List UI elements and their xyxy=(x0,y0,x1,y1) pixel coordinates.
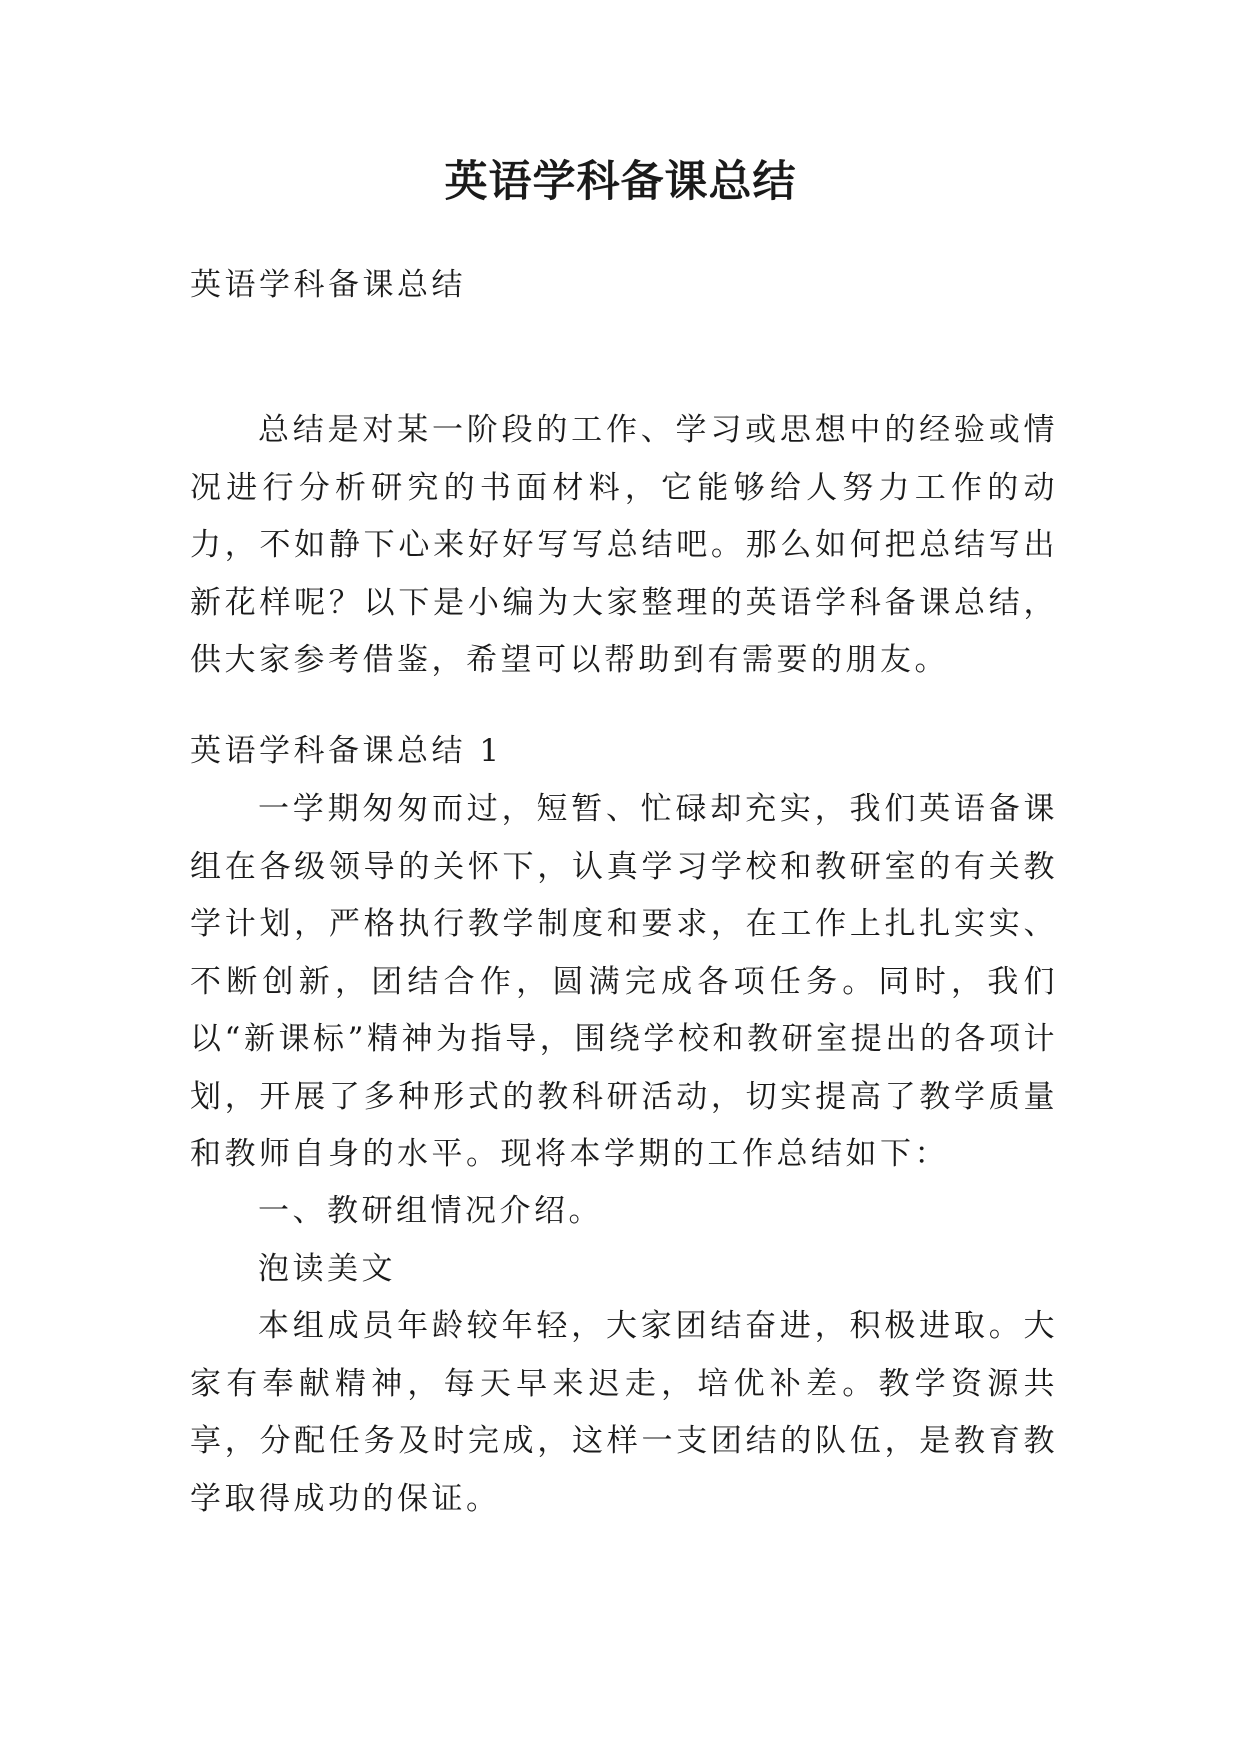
section-heading: 英语学科备课总结 1 xyxy=(190,733,503,769)
section-paragraph: 一学期匆匆而过，短暂、忙碌却充实，我们英语备课组在各级领导的关怀下，认真学习学校和教研室的有关教学计划，严格执行教学制度和要求，在工作上扎扎实实、不断创新，团结合作，圆满完成各项任务。同时，我们以“新课标”精神为指导，围绕学校和教研室提出的各项计划，开展了多种形式的教科研活动，切实提高了教学质量和教师自身的水平。现将本学期的工作总结如下： xyxy=(190,791,1058,1172)
document-subtitle: 英语学科备课总结 xyxy=(190,267,466,303)
section-list-item: 泡读美文 xyxy=(258,1251,396,1287)
section-list-item: 一、教研组情况介绍。 xyxy=(258,1193,603,1229)
section-paragraph: 本组成员年龄较年轻，大家团结奋进，积极进取。大家有奉献精神，每天早来迟走，培优补差。教学资源共享，分配任务及时完成，这样一支团结的队伍，是教育教学取得成功的保证。 xyxy=(190,1308,1058,1517)
intro-paragraph: 总结是对某一阶段的工作、学习或思想中的经验或情况进行分析研究的书面材料，它能够给人努力工作的动力，不如静下心来好好写写总结吧。那么如何把总结写出新花样呢？以下是小编为大家整理的英语学科备课总结，供大家参考借鉴，希望可以帮助到有需要的朋友。 xyxy=(190,412,1058,678)
document-title: 英语学科备课总结 xyxy=(444,157,797,207)
